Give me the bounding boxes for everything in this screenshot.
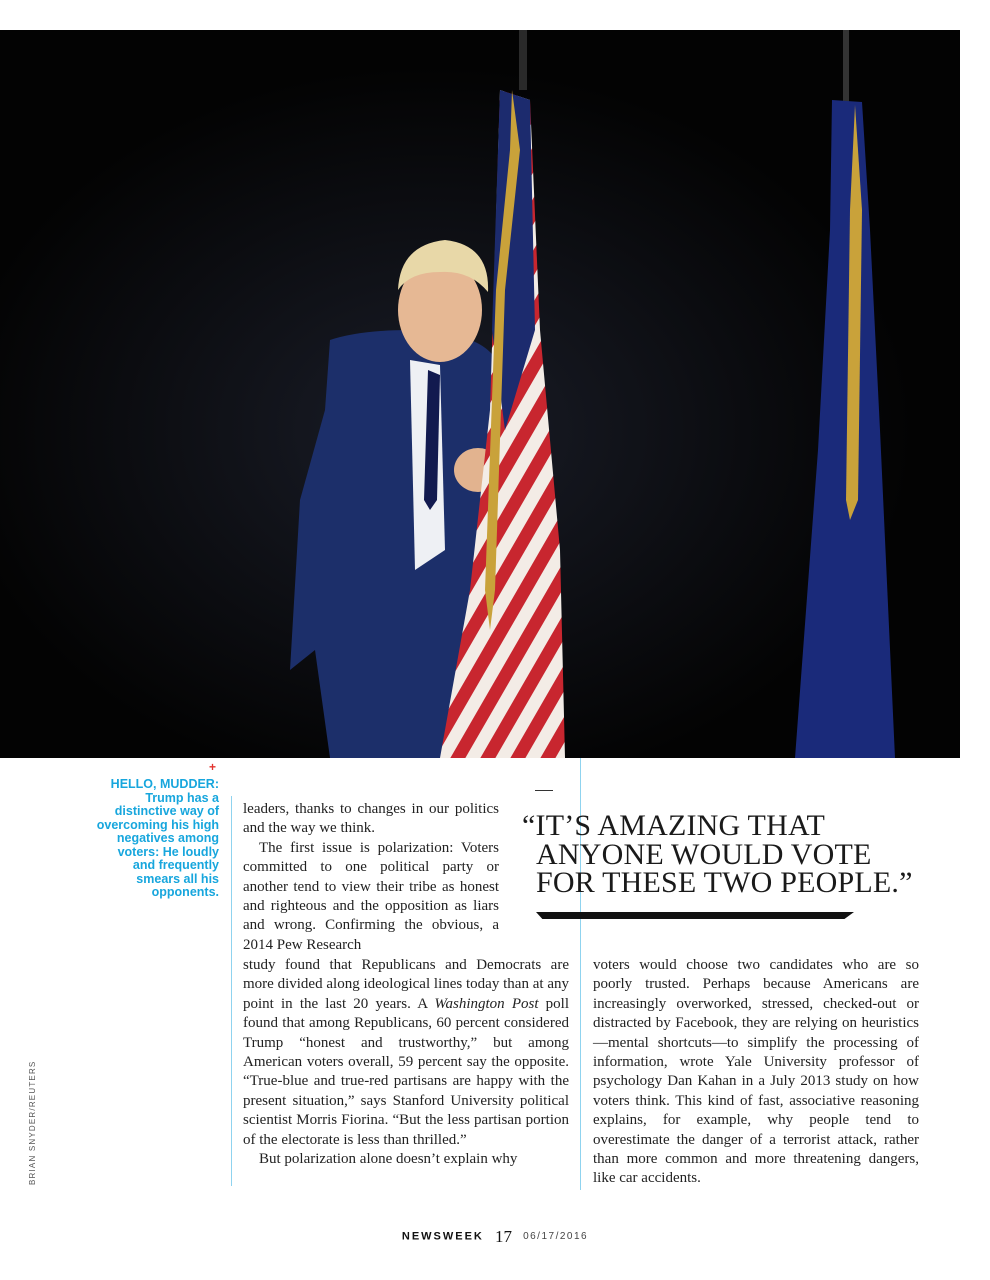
article-column-1-bottom bbox=[243, 956, 569, 1169]
flag-pole-left bbox=[519, 30, 527, 90]
photo-caption: HELLO, MUDDER: Trump has a distinctive way of overcoming his high negatives among voters: He loudly and frequently smears all his opponents. bbox=[96, 777, 219, 899]
hero-photo bbox=[0, 30, 960, 758]
photo-illustration bbox=[0, 30, 960, 758]
paragraph: But polarization alone doesn’t explain why bbox=[259, 1151, 518, 1168]
pullquote bbox=[522, 809, 942, 899]
paragraph: voters would choose two candidates who are so poorly trusted. Perhaps because Americans are increasingly overworked, stressed, checked-out or distracted by Facebook, they are relying on heuristics—mental shortcuts—to simplify the processing of information, wrote Yale University professor of psychology Dan Kahan in a July 2013 study on how voters think. This kind of fast, associative reasoning explains, for example, why people tend to overestimate the danger of a terrorist attack, rather than more common and more threatening dangers, like car accidents. bbox=[593, 957, 919, 1187]
article-column-1-top bbox=[243, 800, 499, 955]
pullquote-line: “IT’S AMAZING THAT bbox=[522, 809, 826, 842]
photo-credit: BRIAN SNYDER/REUTERS bbox=[28, 1060, 37, 1185]
pullquote-line: FOR THESE TWO PEOPLE.” bbox=[536, 866, 913, 899]
page-number: 17 bbox=[494, 1226, 512, 1246]
pullquote-bar bbox=[536, 912, 854, 919]
publication-name: Washington Post bbox=[434, 995, 539, 1012]
issue-date: 06/17/2016 bbox=[523, 1231, 589, 1242]
flag-pole-right bbox=[843, 30, 849, 105]
magazine-name: NEWSWEEK bbox=[401, 1230, 484, 1243]
column-rule-left bbox=[231, 796, 232, 1186]
paragraph: study found that Republicans and Democrats are more divided along ideological lines today than at any point in the last 20 years. A Washington Post poll found that among Republicans, 60 percent considered Trump “honest and trustworthy,” but among American voters overall, 59 percent say the opposite. “True-blue and true-red partisans are happy with the present situation,” says Stanford University political scientist Morris Fiorina. “But the less partisan portion of the electorate is less than thrilled.” bbox=[243, 957, 570, 1148]
pullquote-line: ANYONE WOULD VOTE bbox=[536, 837, 872, 871]
pullquote-dash bbox=[535, 790, 553, 791]
paragraph: The first issue is polarization: Voters committed to one political party or another tend to view their tribe as honest and righteous and the opposition as liars and wrong. Confirming the obvious, a 2014 Pew Research bbox=[243, 839, 499, 953]
article-column-2 bbox=[593, 956, 919, 1189]
page-footer bbox=[0, 1226, 990, 1247]
paragraph: leaders, thanks to changes in our politics and the way we think. bbox=[243, 801, 499, 837]
caption-marker: + bbox=[209, 760, 217, 774]
